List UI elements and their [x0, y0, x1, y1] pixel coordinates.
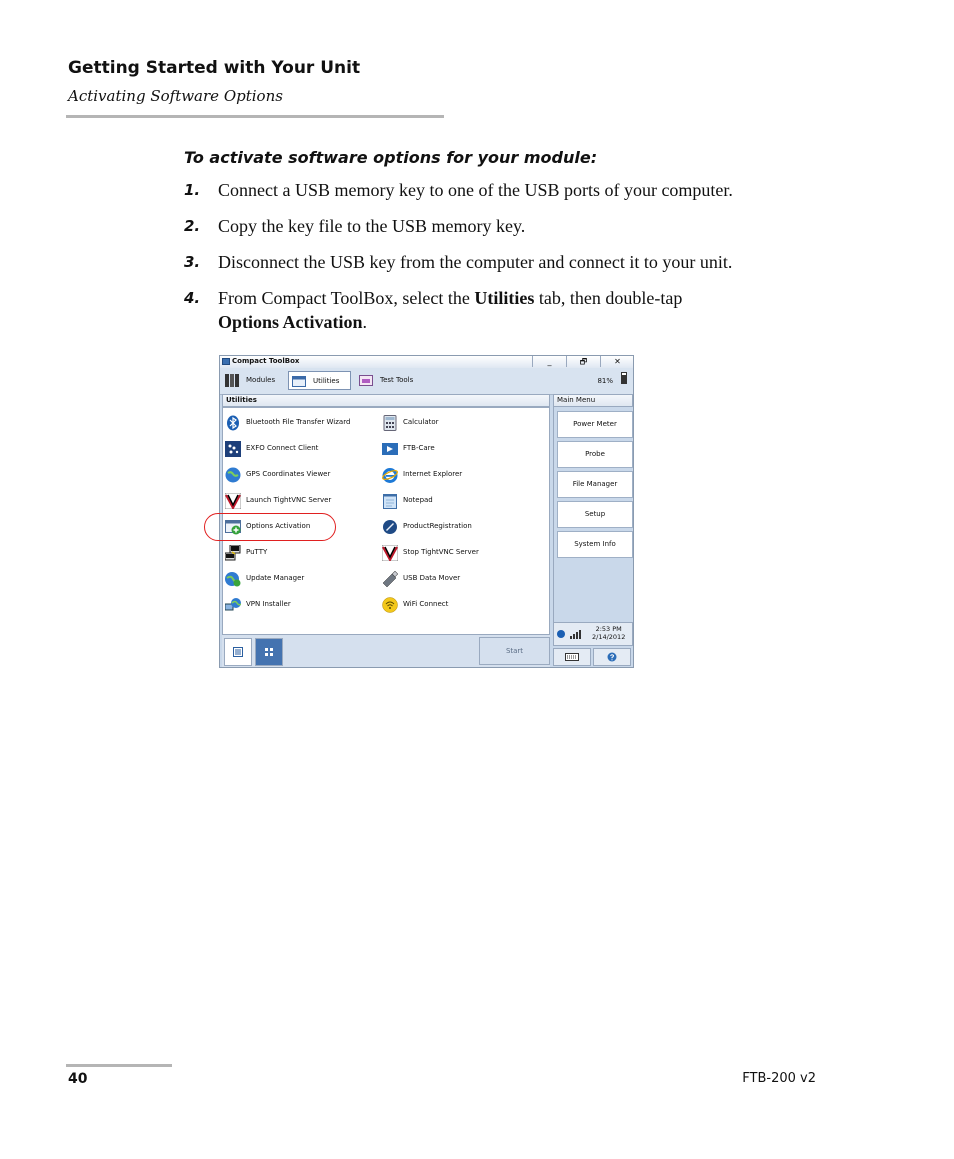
file-manager-button[interactable]: File Manager — [557, 471, 633, 498]
tray-buttons — [553, 647, 633, 667]
step-text-part: . — [362, 312, 368, 332]
step-text-part: tab, then double-tap — [534, 288, 683, 308]
putty-icon — [225, 545, 241, 561]
system-tray — [553, 622, 633, 646]
utility-label: EXFO Connect Client — [246, 444, 319, 452]
tab-label: Utilities — [313, 377, 340, 385]
notepad-icon — [382, 493, 398, 509]
options-activation-highlight — [204, 513, 336, 541]
step-number: 1. — [184, 181, 201, 199]
wifi-icon — [382, 597, 398, 613]
tab-test-tools[interactable] — [356, 371, 426, 390]
header-rule — [66, 115, 444, 118]
tightvnc-stop-icon — [382, 545, 398, 561]
running-header-subtitle: Activating Software Options — [68, 87, 283, 105]
utility-label: Bluetooth File Transfer Wizard — [246, 418, 351, 426]
window-title: Compact ToolBox — [232, 357, 300, 365]
usb-icon — [382, 571, 398, 587]
minimize-button[interactable]: _ — [532, 356, 566, 367]
globe-icon — [225, 467, 241, 483]
utilities-icon — [292, 375, 306, 388]
main-menu-header: Main Menu — [553, 394, 633, 407]
step-text — [218, 288, 682, 309]
step-text: Connect a USB memory key to one of the USB ports of your computer. — [218, 180, 733, 200]
keyboard-button[interactable] — [553, 648, 591, 666]
restore-button[interactable]: 🗗 — [566, 356, 600, 367]
time: 2:53 PM — [595, 625, 622, 633]
step-number: 3. — [184, 253, 201, 271]
app-icon — [222, 358, 230, 365]
utility-label: FTB-Care — [403, 444, 435, 452]
bluetooth-icon — [225, 415, 241, 431]
utility-label: ProductRegistration — [403, 522, 472, 530]
options-activation-term: Options Activation — [218, 312, 363, 332]
step-text-part: From Compact ToolBox, select the — [218, 288, 475, 308]
update-manager-icon — [225, 571, 241, 587]
list-view-icon — [233, 647, 243, 657]
date: 2/14/2012 — [592, 633, 626, 641]
ftb-care-icon — [382, 441, 398, 457]
utility-label: Options Activation — [246, 522, 311, 530]
system-info-button[interactable]: System Info — [557, 531, 633, 558]
help-icon — [607, 652, 617, 662]
start-button[interactable]: Start — [479, 637, 550, 665]
tab-utilities[interactable] — [288, 371, 351, 390]
footer-rule — [66, 1064, 172, 1067]
close-button[interactable]: ✕ — [600, 356, 634, 367]
step-number: 2. — [184, 217, 201, 235]
modules-icon — [225, 374, 239, 387]
probe-button[interactable]: Probe — [557, 441, 633, 468]
utilities-term: Utilities — [474, 288, 535, 308]
bottom-toolbar — [222, 635, 550, 667]
internet-explorer-icon — [382, 467, 398, 483]
compact-toolbox-screenshot — [219, 355, 634, 668]
list-view-button[interactable] — [224, 638, 252, 666]
utilities-panel-header: Utilities — [222, 394, 550, 407]
utility-label: WiFi Connect — [403, 600, 449, 608]
icon-view-icon — [264, 647, 274, 657]
power-meter-button[interactable]: Power Meter — [557, 411, 633, 438]
keyboard-icon — [565, 653, 579, 661]
utility-label: Internet Explorer — [403, 470, 463, 478]
step-text-line-2 — [218, 312, 367, 333]
utility-label: GPS Coordinates Viewer — [246, 470, 331, 478]
step-number: 4. — [184, 289, 201, 307]
exfo-connect-icon — [225, 441, 241, 457]
running-header-title: Getting Started with Your Unit — [68, 58, 361, 78]
utility-label: Stop TightVNC Server — [403, 548, 479, 556]
clock — [592, 625, 625, 641]
step-text: Disconnect the USB key from the computer and connect it to your unit. — [218, 252, 733, 272]
calculator-icon — [382, 415, 398, 431]
utility-label: Update Manager — [246, 574, 305, 582]
step-text: Copy the key file to the USB memory key. — [218, 216, 526, 236]
tab-modules[interactable] — [222, 371, 282, 390]
product-registration-icon — [382, 519, 398, 535]
icon-view-button[interactable] — [255, 638, 283, 666]
utility-label: PuTTY — [246, 548, 268, 556]
utility-label: Calculator — [403, 418, 439, 426]
battery-level: 81% — [597, 377, 613, 385]
utility-label: Launch TightVNC Server — [246, 496, 332, 504]
test-tools-icon — [359, 374, 373, 387]
utility-label: VPN Installer — [246, 600, 291, 608]
utility-label: Notepad — [403, 496, 433, 504]
tightvnc-icon — [225, 493, 241, 509]
tab-bar — [220, 368, 633, 395]
tray-status-icons — [557, 629, 585, 639]
setup-button[interactable]: Setup — [557, 501, 633, 528]
tab-label: Modules — [246, 376, 276, 384]
battery-icon — [621, 372, 627, 384]
help-button[interactable] — [593, 648, 631, 666]
main-menu — [553, 407, 634, 622]
page-number: 40 — [68, 1071, 88, 1087]
tab-label: Test Tools — [380, 376, 414, 384]
product-model: FTB-200 v2 — [742, 1071, 816, 1086]
procedure-title: To activate software options for your module: — [184, 148, 598, 167]
utility-label: USB Data Mover — [403, 574, 461, 582]
vpn-icon — [225, 597, 241, 613]
